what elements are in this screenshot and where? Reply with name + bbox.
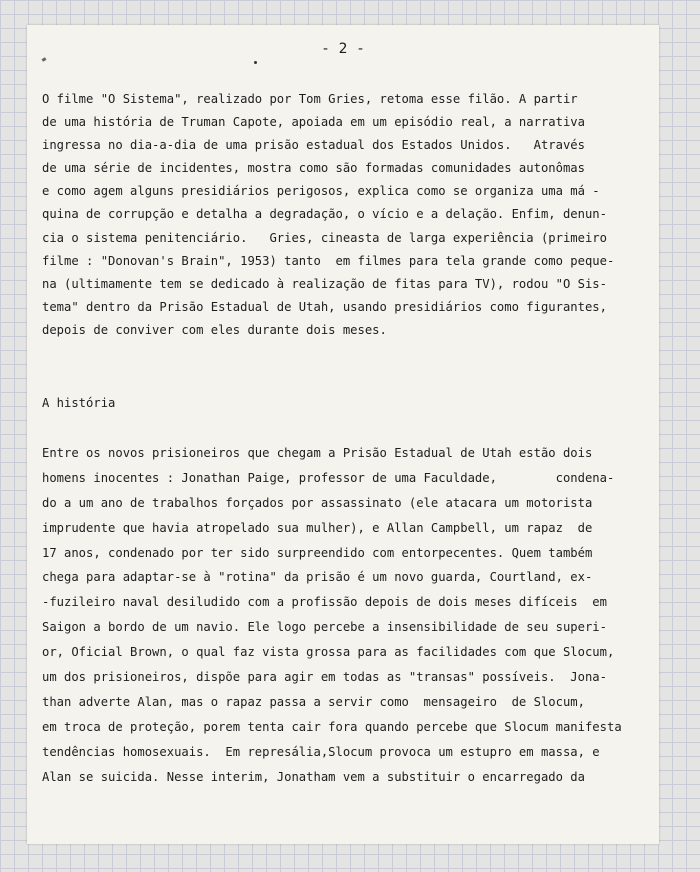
pencil-mark <box>42 57 47 62</box>
text-line: imprudente que havia atropelado sua mulher), e Allan Campbell, um rapaz de <box>42 520 593 535</box>
text-line: than adverte Alan, mas o rapaz passa a servir como mensageiro de Slocum, <box>42 694 585 709</box>
text-line: de uma série de incidentes, mostra como são formadas comunidades autonômas <box>42 161 585 176</box>
text-line: chega para adaptar-se à "rotina" da prisão é um novo guarda, Courtland, ex- <box>42 570 593 585</box>
text-line: e como agem alguns presidiários perigosos, explica como se organiza uma má - <box>42 184 600 199</box>
story-paragraph <box>42 441 654 789</box>
text-line: em troca de proteção, porem tenta cair fora quando percebe que Slocum manifesta <box>42 719 622 734</box>
text-line: or, Oficial Brown, o qual faz vista grossa para as facilidades com que Slocum, <box>42 645 615 660</box>
text-line: 17 anos, condenado por ter sido surpreendido com entorpecentes. Quem também <box>42 545 593 560</box>
section-heading: A história <box>42 396 116 410</box>
text-line: um dos prisioneiros, dispõe para agir em todas as "transas" possíveis. Jona- <box>42 670 607 685</box>
text-line: na (ultimamente tem se dedicado à realização de fitas para TV), rodou "O Sis- <box>42 276 607 291</box>
text-line: Entre os novos prisioneiros que chegam a Prisão Estadual de Utah estão dois <box>42 446 593 460</box>
text-line: -fuzileiro naval desiludido com a profissão depois de dois meses difíceis em <box>42 595 607 610</box>
ink-dot <box>254 61 257 64</box>
text-line: ingressa no dia-a-dia de uma prisão estadual dos Estados Unidos. Através <box>42 138 585 153</box>
text-line: do a um ano de trabalhos forçados por assassinato (ele atacara um motorista <box>42 495 593 510</box>
text-line: de uma história de Truman Capote, apoiada em um episódio real, a narrativa <box>42 115 585 130</box>
text-line: tema" dentro da Prisão Estadual de Utah, usando presidiários como figurantes, <box>42 299 607 314</box>
text-line: homens inocentes : Jonathan Paige, professor de uma Faculdade, condena- <box>42 470 615 485</box>
page-number: - 2 - <box>321 41 365 57</box>
text-line: filme : "Donovan's Brain", 1953) tanto em filmes para tela grande como peque- <box>42 253 615 268</box>
typewritten-page <box>27 25 659 844</box>
text-line: cia o sistema penitenciário. Gries, cineasta de larga experiência (primeiro <box>42 230 607 245</box>
text-line: quina de corrupção e detalha a degradação, o vício e a delação. Enfim, denun- <box>42 207 607 222</box>
text-line: Alan se suicida. Nesse interim, Jonatham vem a substituir o encarregado da <box>42 769 585 784</box>
section-heading-block <box>42 392 654 415</box>
text-line: Saigon a bordo de um navio. Ele logo percebe a insensibilidade de seu superi- <box>42 620 607 635</box>
text-line: tendências homosexuais. Em represália,Slocum provoca um estupro em massa, e <box>42 744 600 759</box>
intro-paragraph <box>42 88 654 342</box>
text-line: O filme "O Sistema", realizado por Tom Gries, retoma esse filão. A partir <box>42 92 578 106</box>
text-line: depois de conviver com eles durante dois meses. <box>42 322 387 337</box>
